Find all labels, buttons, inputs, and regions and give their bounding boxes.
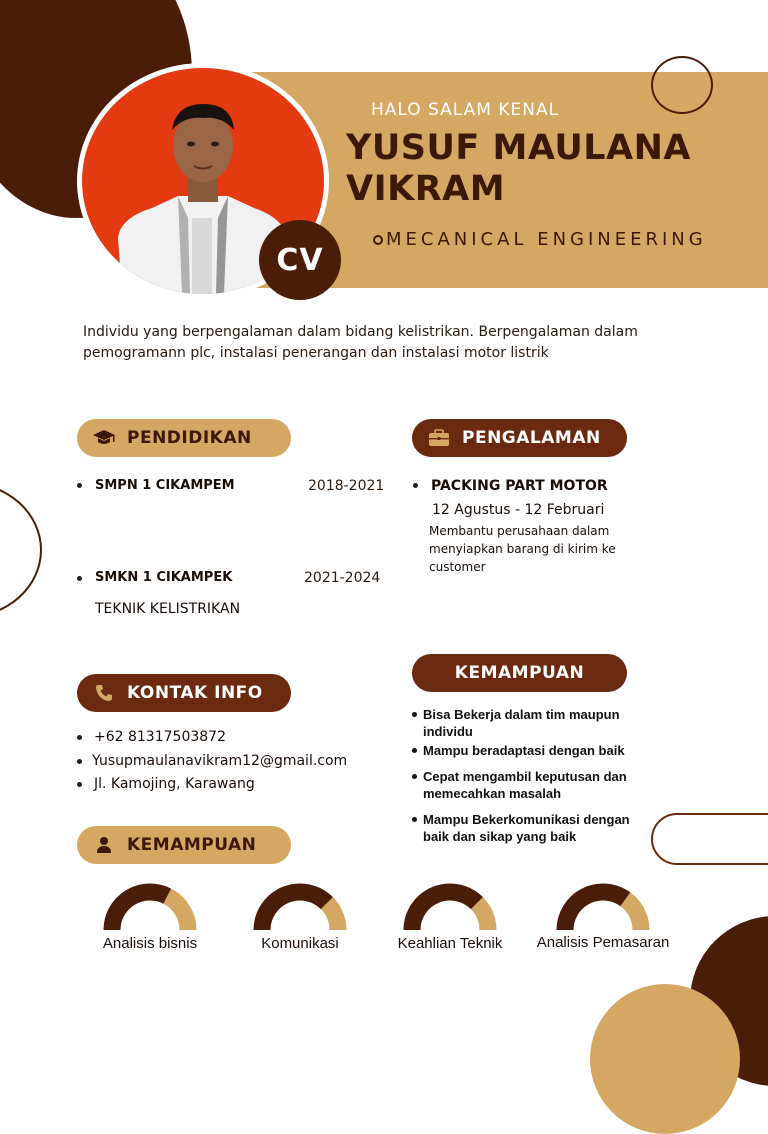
contact-phone-text: +62 81317503872 bbox=[94, 729, 226, 745]
gauge-level-arc bbox=[565, 892, 625, 930]
skill-gauge-label-3: Keahlian Teknik bbox=[397, 935, 503, 952]
gauge-remaining-arc bbox=[477, 903, 488, 930]
education-years-1: 2018-2021 bbox=[308, 478, 385, 494]
skill-text-2: Mampu beradaptasi dengan baik bbox=[423, 743, 625, 758]
contact-address-text: Jl. Kamojing, Karawang bbox=[94, 776, 255, 792]
gauge-level-arc bbox=[412, 892, 477, 930]
section-header-contact bbox=[77, 674, 291, 712]
skill-gauge-label-1: Analisis bisnis bbox=[102, 935, 198, 952]
job-title bbox=[373, 229, 707, 250]
gauge-arc bbox=[553, 882, 653, 932]
bullet-icon bbox=[412, 774, 417, 779]
skill-item-4 bbox=[412, 811, 652, 845]
gauge-level-arc bbox=[262, 892, 327, 930]
education-years-2: 2021-2024 bbox=[304, 570, 381, 586]
section-title-skills: KEMAMPUAN bbox=[454, 663, 585, 683]
bullet-icon bbox=[77, 782, 82, 787]
section-title-experience: PENGALAMAN bbox=[462, 428, 601, 448]
contact-phone bbox=[77, 729, 226, 745]
section-title-skill-levels: KEMAMPUAN bbox=[127, 835, 257, 855]
briefcase-icon bbox=[426, 429, 452, 447]
greeting-text: HALO SALAM KENAL bbox=[371, 100, 560, 120]
bullet-icon bbox=[412, 817, 417, 822]
gauge-remaining-arc bbox=[327, 903, 338, 930]
section-header-experience bbox=[412, 419, 627, 457]
skill-gauge-label-2: Komunikasi bbox=[261, 935, 339, 952]
skill-item-3 bbox=[412, 768, 652, 802]
role-dot-icon bbox=[373, 235, 383, 245]
job-title-text: MECANICAL ENGINEERING bbox=[386, 229, 707, 250]
person-icon bbox=[91, 836, 117, 854]
education-school-2: SMKN 1 CIKAMPEK bbox=[95, 570, 233, 585]
bullet-icon bbox=[412, 712, 417, 717]
gauge-arc bbox=[250, 882, 350, 932]
skill-gauge-3 bbox=[400, 882, 500, 936]
bullet-icon bbox=[412, 748, 417, 753]
decorative-pill-outline-right bbox=[651, 813, 768, 865]
skill-gauge-label-4: Analisis Pemasaran bbox=[536, 934, 670, 951]
experience-description-1: Membantu perusahaan dalam menyiapkan barang di kirim ke customer bbox=[429, 524, 616, 574]
full-name bbox=[346, 128, 756, 210]
skill-gauge-1 bbox=[100, 882, 200, 936]
section-header-skills bbox=[412, 654, 627, 692]
graduation-cap-icon bbox=[91, 429, 117, 447]
contact-address bbox=[77, 776, 255, 792]
decorative-circle-bottom-right-gold bbox=[590, 984, 740, 1134]
section-title-education: PENDIDIKAN bbox=[127, 428, 252, 448]
education-school-1: SMPN 1 CIKAMPEM bbox=[95, 478, 235, 493]
gauge-arc bbox=[400, 882, 500, 932]
bullet-icon bbox=[77, 735, 82, 740]
phone-icon bbox=[91, 684, 117, 702]
skill-gauge-2 bbox=[250, 882, 350, 936]
name-line-1: YUSUF MAULANA bbox=[346, 128, 692, 168]
contact-email-text: Yusupmaulanavikram12@gmail.com bbox=[92, 753, 348, 769]
education-major-2: TEKNIK KELISTRIKAN bbox=[95, 601, 241, 617]
skill-gauge-4 bbox=[553, 882, 653, 936]
skill-item-1 bbox=[412, 706, 642, 740]
bullet-icon bbox=[77, 759, 82, 764]
decorative-ring-left bbox=[0, 482, 42, 618]
gauge-level-arc bbox=[112, 892, 167, 930]
bullet-icon bbox=[77, 483, 82, 488]
skill-text-3: Cepat mengambil keputusan dan memecahkan masalah bbox=[423, 769, 627, 801]
section-header-skill-levels bbox=[77, 826, 291, 864]
bullet-icon bbox=[413, 483, 418, 488]
section-header-education bbox=[77, 419, 291, 457]
skill-item-2 bbox=[412, 742, 652, 759]
bullet-icon bbox=[77, 576, 82, 581]
skill-text-4: Mampu Bekerkomunikasi dengan baik dan sikap yang baik bbox=[423, 812, 630, 844]
gauge-remaining-arc bbox=[167, 896, 188, 930]
name-line-2: VIKRAM bbox=[346, 169, 506, 209]
experience-position-1: PACKING PART MOTOR bbox=[431, 478, 608, 494]
gauge-remaining-arc bbox=[625, 899, 641, 930]
contact-email bbox=[77, 753, 347, 769]
decorative-ring-top-right bbox=[651, 56, 713, 114]
experience-period-1: 12 Agustus - 12 Februari bbox=[432, 502, 605, 518]
skill-text-1: Bisa Bekerja dalam tim maupun individu bbox=[423, 707, 620, 739]
gauge-arc bbox=[100, 882, 200, 932]
section-title-contact: KONTAK INFO bbox=[127, 683, 263, 703]
profile-summary: Individu yang berpengalaman dalam bidang kelistrikan. Berpengalaman dalam pemogramann plc, instalasi penerangan dan instalasi motor listrik bbox=[83, 324, 638, 361]
cv-badge: CV bbox=[259, 220, 341, 300]
